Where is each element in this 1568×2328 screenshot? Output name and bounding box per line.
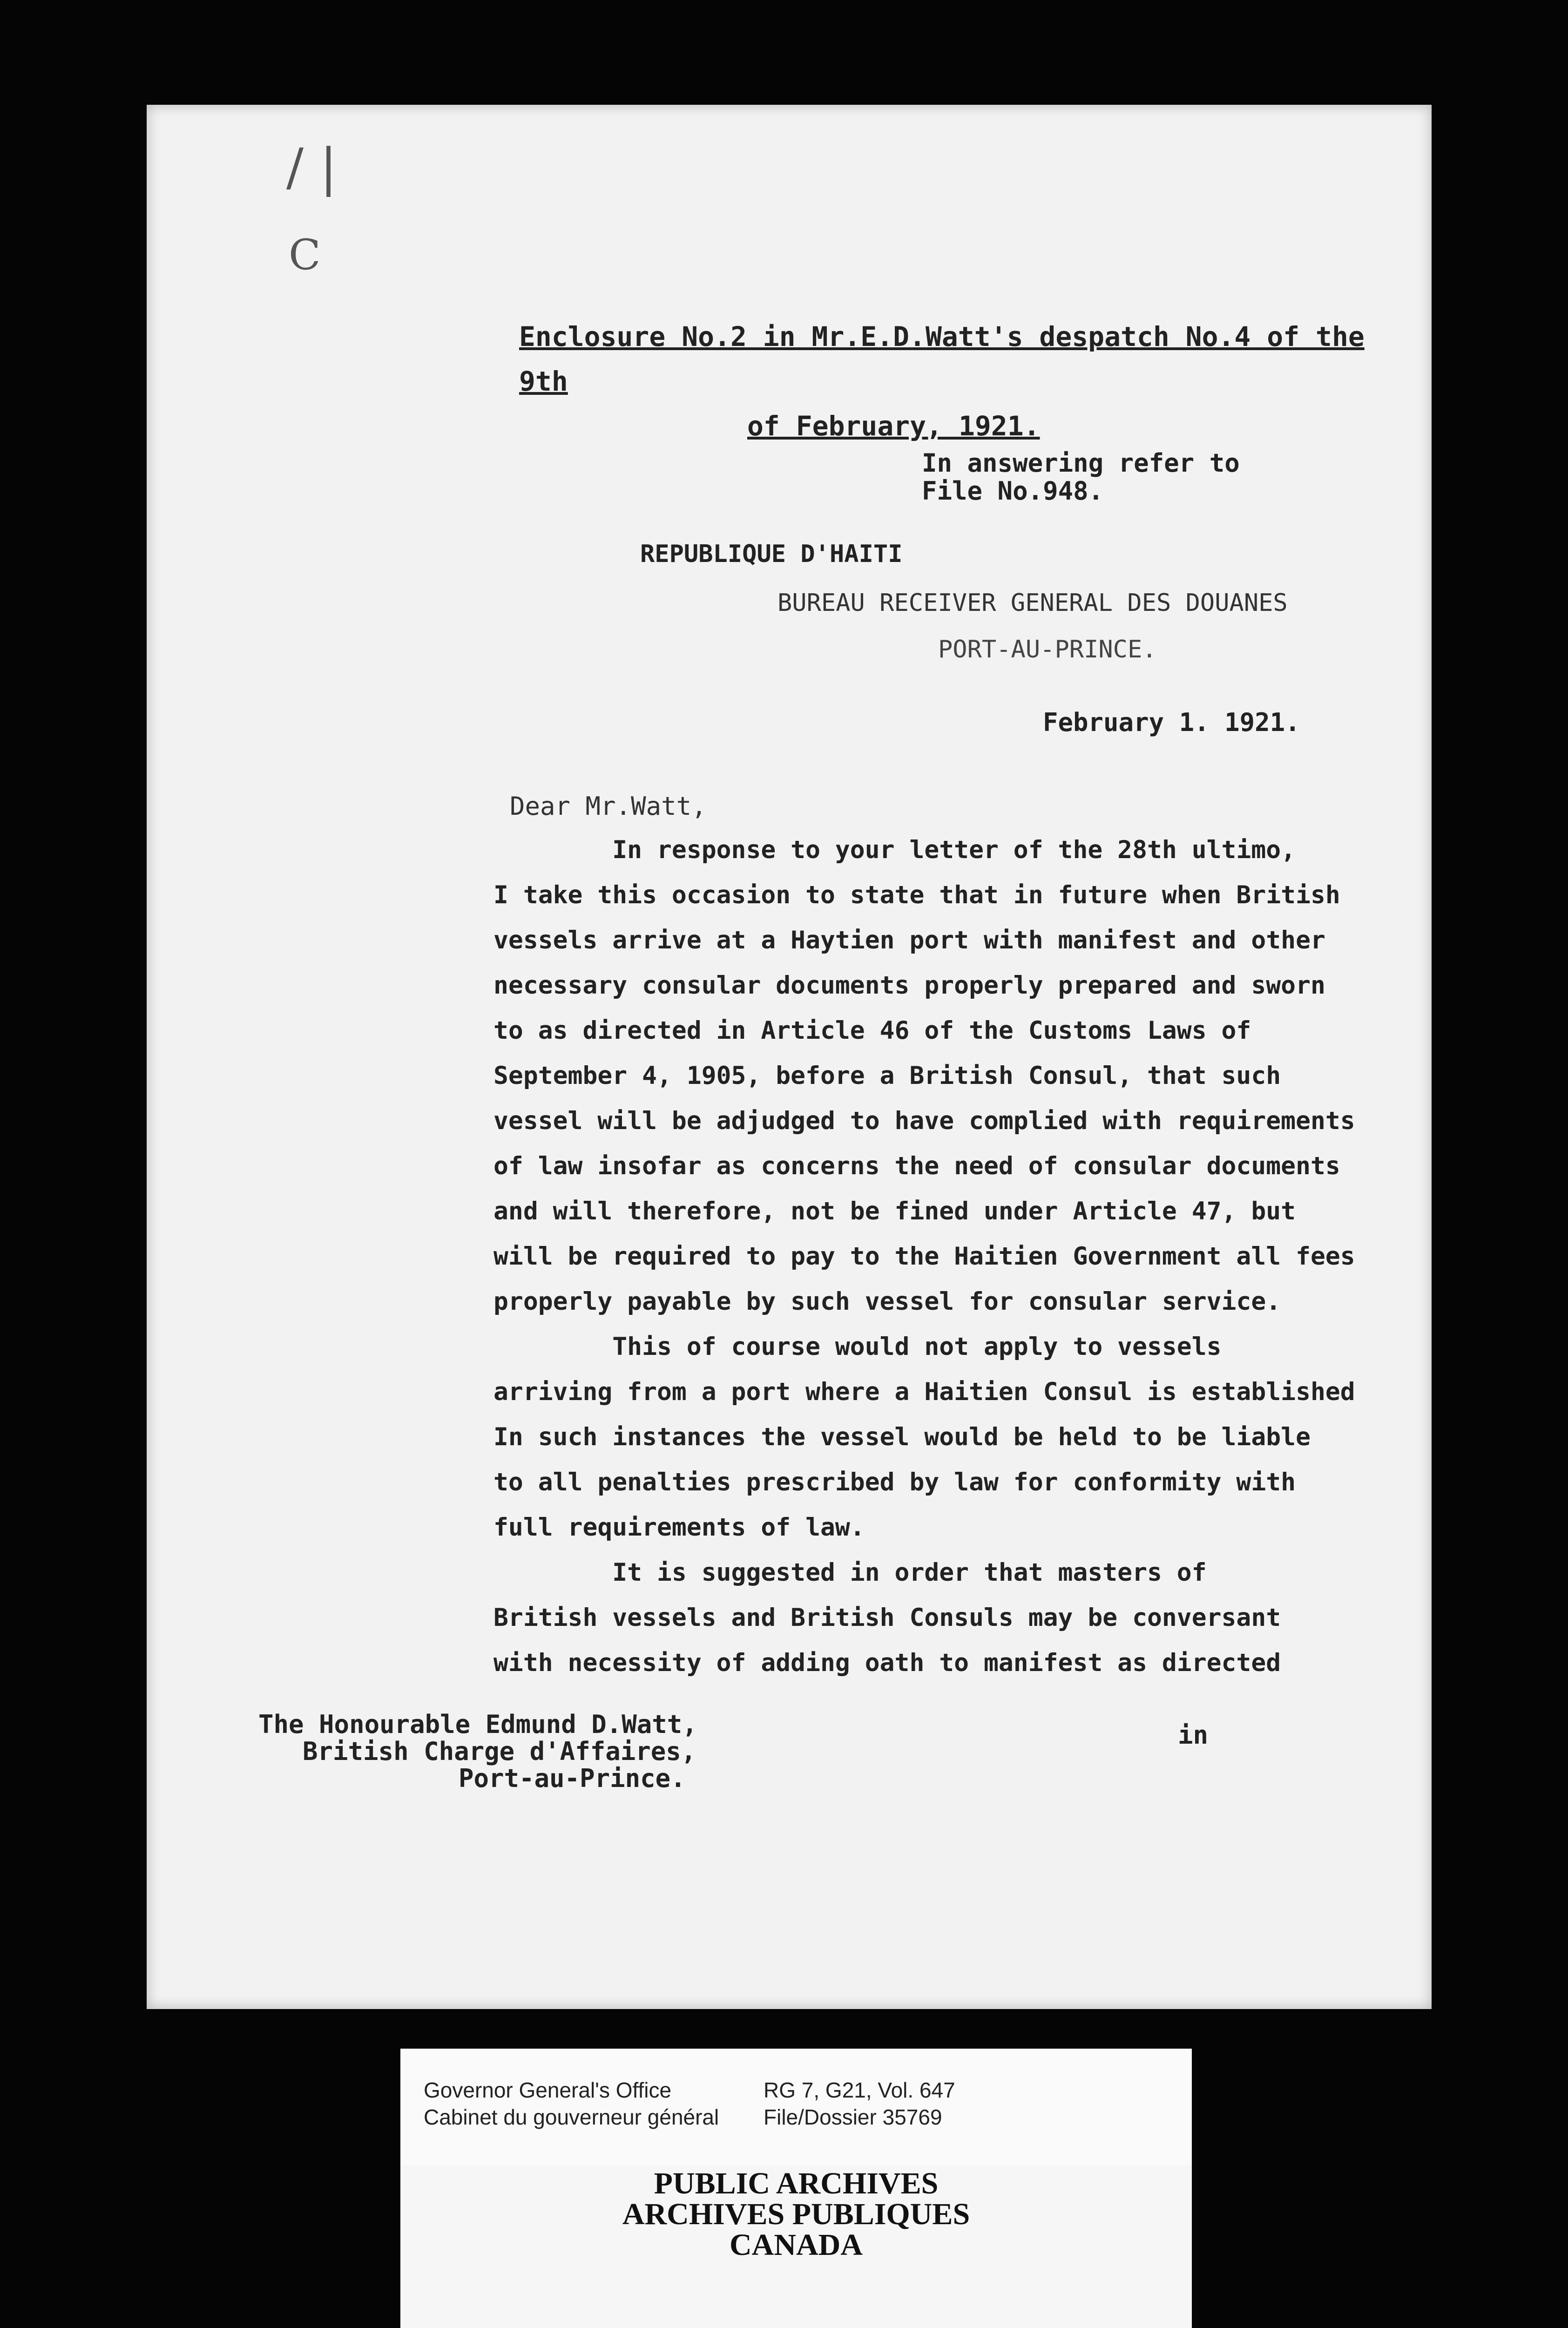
office-french: Cabinet du gouverneur général xyxy=(424,2105,719,2129)
body-line: I take this occasion to state that in future when British xyxy=(493,881,1340,909)
letterhead-republic: REPUBLIQUE D'HAITI xyxy=(640,540,903,568)
body-line: necessary consular documents properly prepared and sworn xyxy=(493,971,1325,1000)
archives-stamp xyxy=(400,2165,1192,2328)
body-line: September 4, 1905, before a British Consul, that such xyxy=(493,1062,1281,1090)
body-line: vessels arrive at a Haytien port with manifest and other xyxy=(493,926,1325,954)
salutation: Dear Mr.Watt, xyxy=(510,792,707,821)
letter-body xyxy=(493,836,1415,1694)
stamp-line-1: PUBLIC ARCHIVES xyxy=(654,2166,939,2200)
body-line: will be required to pay to the Haitien Government all fees xyxy=(493,1242,1355,1271)
heading-line-1: Enclosure No.2 in Mr.E.D.Watt's despatch No.4 of the 9th xyxy=(519,321,1365,397)
addressee-line-3: Port-au-Prince. xyxy=(459,1764,686,1793)
body-line: and will therefore, not be fined under Article 47, but xyxy=(493,1197,1296,1225)
body-line: In such instances the vessel would be held to be liable xyxy=(493,1423,1311,1451)
body-line: It is suggested in order that masters of xyxy=(493,1558,1207,1587)
body-line: properly payable by such vessel for consular service. xyxy=(493,1287,1281,1316)
reference-line-2: File No.948. xyxy=(922,476,1104,506)
stamp-line-2: ARCHIVES PUBLIQUES xyxy=(622,2197,970,2231)
body-line: This of course would not apply to vessels xyxy=(493,1333,1222,1361)
body-line: to as directed in Article 46 of the Customs Laws of xyxy=(493,1016,1251,1045)
archive-label xyxy=(400,2049,1192,2165)
body-line: arriving from a port where a Haitien Consul is established xyxy=(493,1378,1355,1406)
body-line: to all penalties prescribed by law for conformity with xyxy=(493,1468,1296,1496)
reference-line-1: In answering refer to xyxy=(922,448,1240,478)
letterhead-city: PORT-AU-PRINCE. xyxy=(938,636,1157,663)
addressee-block xyxy=(258,1711,697,1792)
body-line: British vessels and British Consuls may be conversant xyxy=(493,1604,1281,1632)
body-line: full requirements of law. xyxy=(493,1513,865,1542)
stamp-line-3: CANADA xyxy=(730,2228,863,2262)
heading-line-2: of February, 1921. xyxy=(747,410,1040,442)
letterhead-bureau: BUREAU RECEIVER GENERAL DES DOUANES xyxy=(777,589,1288,617)
letter-date: February 1. 1921. xyxy=(1043,708,1300,737)
margin-pencil-mark: / | xyxy=(286,137,338,197)
file-reference xyxy=(922,449,1240,505)
addressee-line-2: British Charge d'Affaires, xyxy=(303,1737,696,1766)
margin-pencil-mark: C xyxy=(289,230,321,279)
office-english: Governor General's Office xyxy=(424,2078,672,2102)
body-line: In response to your letter of the 28th ultimo, xyxy=(493,836,1296,864)
record-group-reference: RG 7, G21, Vol. 647 xyxy=(764,2078,955,2102)
addressee-line-1: The Honourable Edmund D.Watt, xyxy=(258,1710,697,1739)
file-dossier-number: File/Dossier 35769 xyxy=(764,2105,942,2129)
letter-page xyxy=(147,105,1432,2009)
body-line: of law insofar as concerns the need of consular documents xyxy=(493,1152,1340,1180)
continuation-word: in xyxy=(1178,1720,1209,1750)
body-line: vessel will be adjudged to have complied with requirements xyxy=(493,1107,1355,1135)
enclosure-heading xyxy=(519,314,1404,448)
body-line: with necessity of adding oath to manifest as directed xyxy=(493,1649,1281,1677)
